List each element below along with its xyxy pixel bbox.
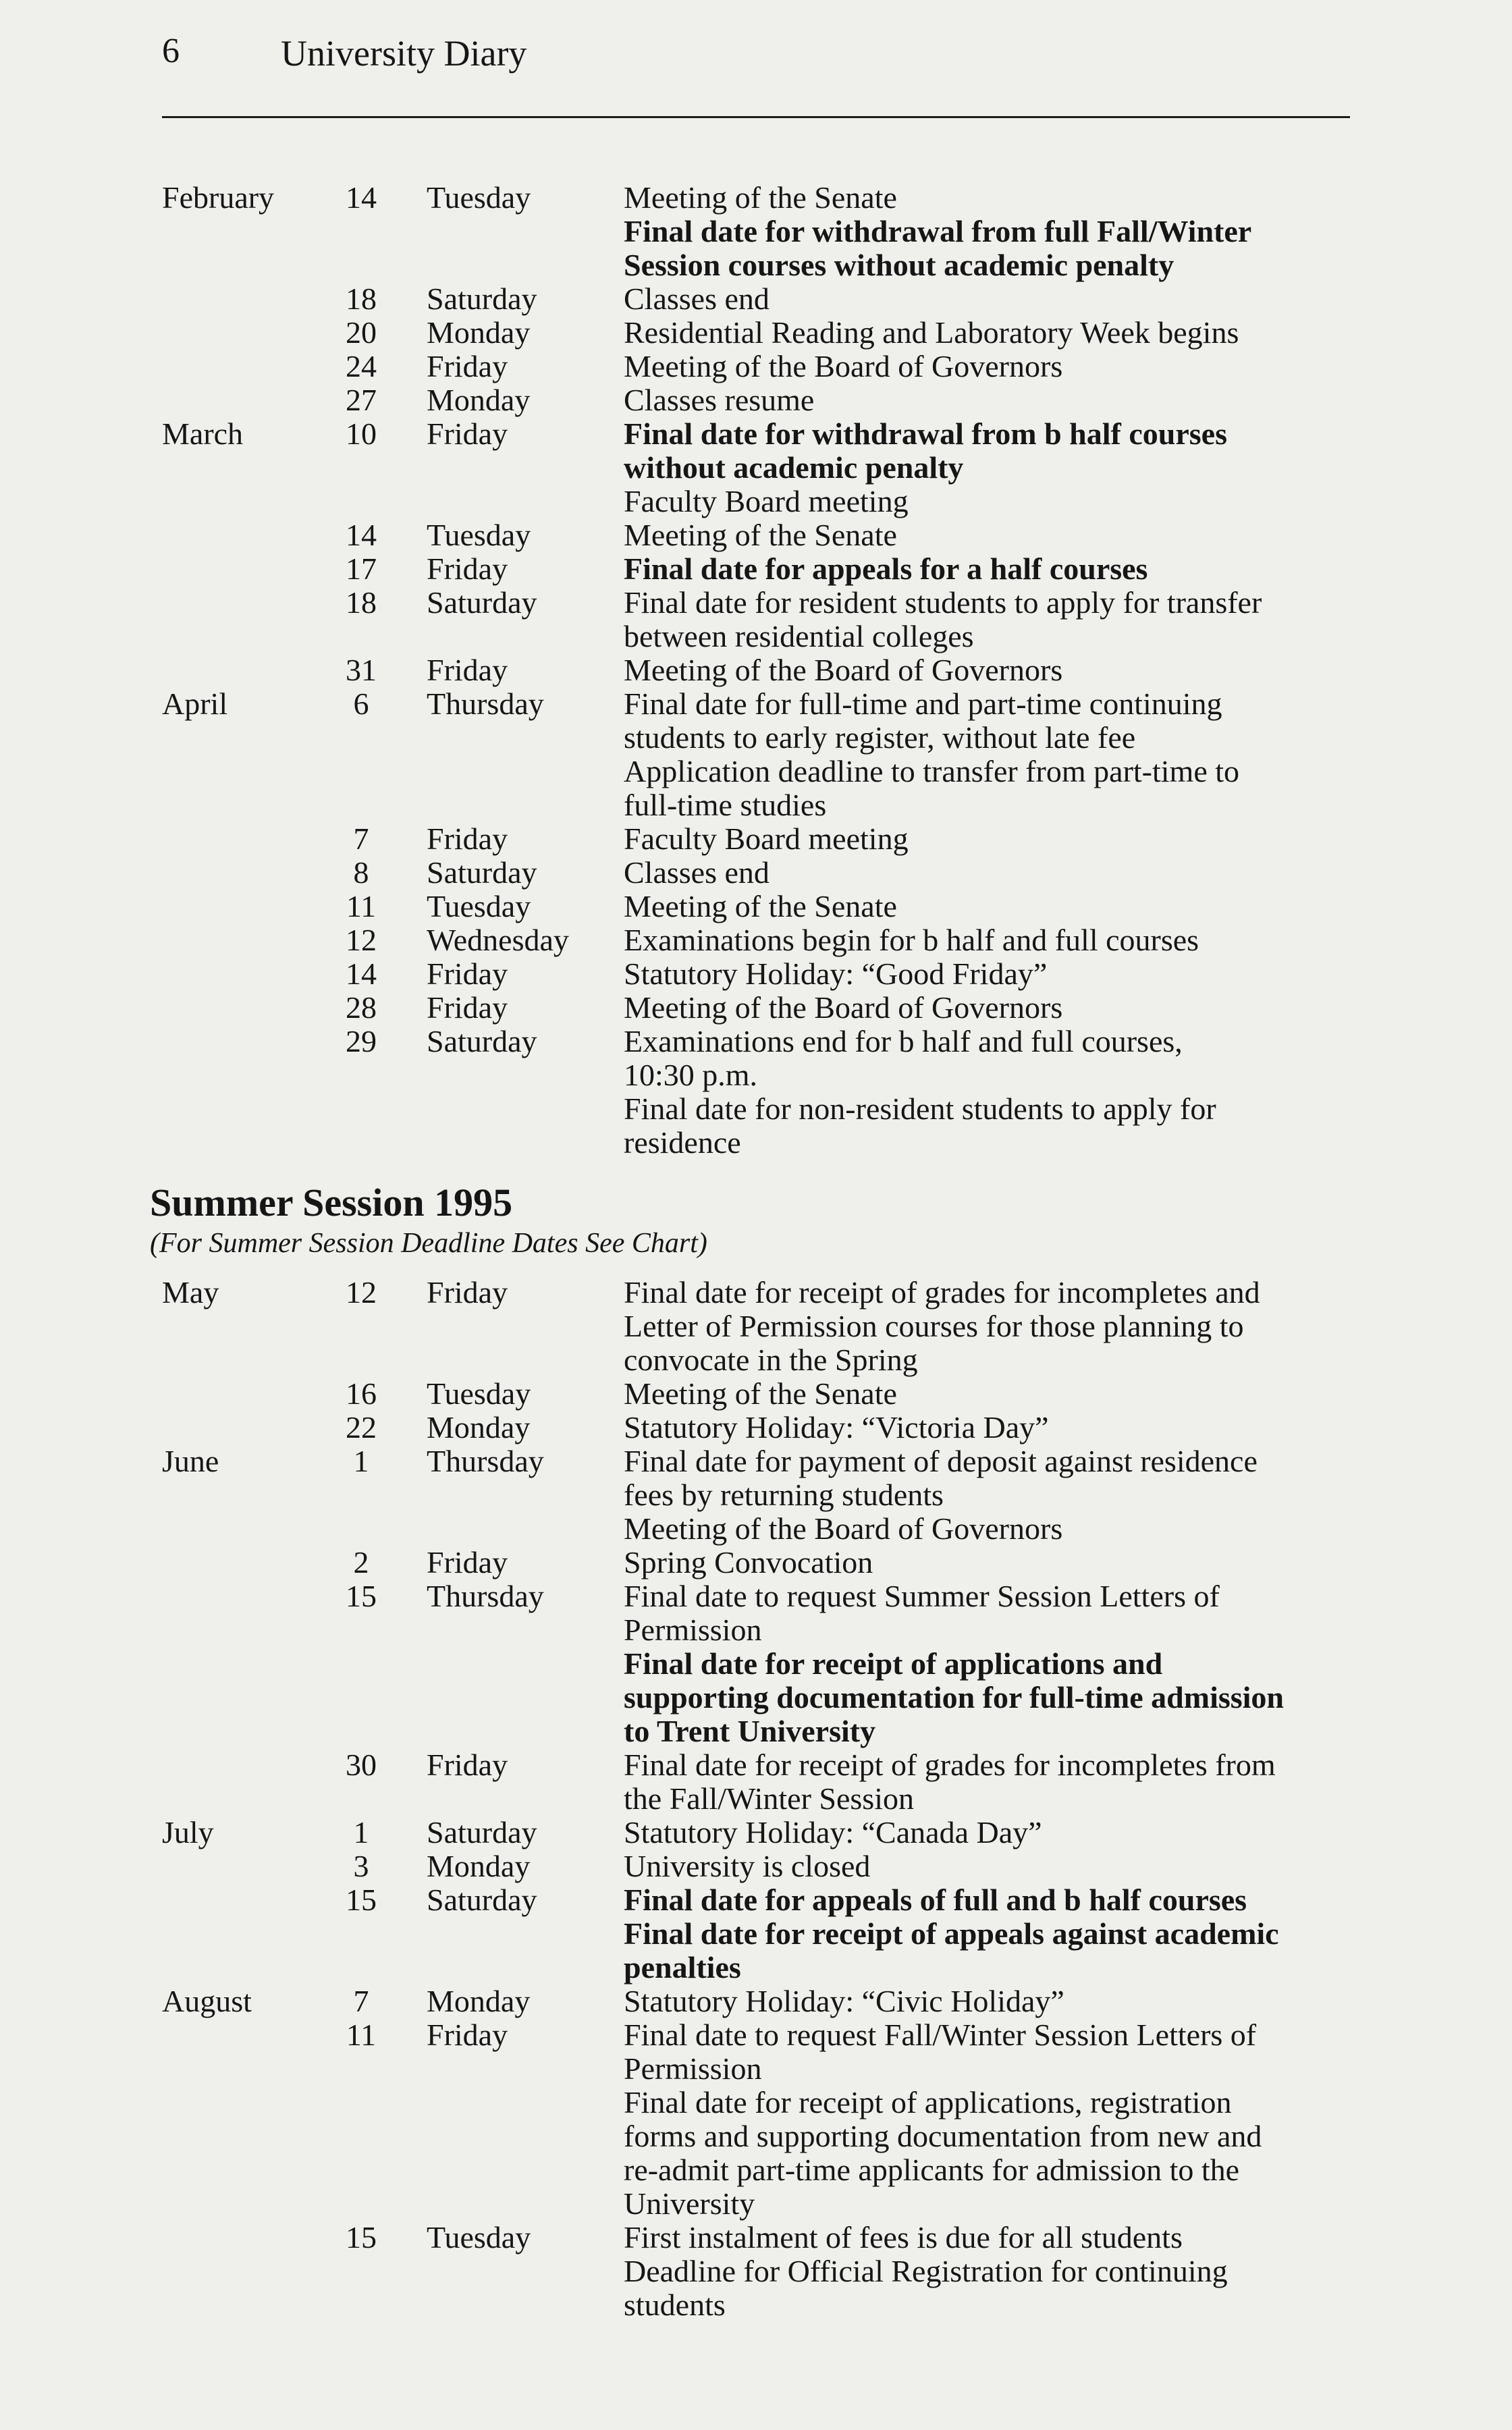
page-header bbox=[162, 28, 1350, 118]
entry-day: 16 bbox=[346, 1376, 377, 1411]
entry-day: 3 bbox=[353, 1849, 369, 1883]
entry-day: 15 bbox=[346, 1883, 377, 1917]
entry-weekday: Friday bbox=[427, 2018, 508, 2052]
entry-weekday: Friday bbox=[427, 821, 508, 856]
entry-month: July bbox=[162, 1815, 214, 1850]
entry-text-line: Session courses without academic penalty bbox=[624, 248, 1174, 282]
entry-day: 1 bbox=[353, 1444, 369, 1478]
entry-day: 24 bbox=[346, 349, 377, 383]
entry-weekday: Thursday bbox=[427, 1444, 544, 1478]
entry-day: 18 bbox=[346, 585, 377, 620]
page-number: 6 bbox=[162, 32, 180, 70]
entry-day: 6 bbox=[353, 686, 369, 721]
entry-weekday: Friday bbox=[427, 653, 508, 687]
entry-text-line: fees by returning students bbox=[624, 1478, 944, 1512]
entry-day: 14 bbox=[346, 518, 377, 552]
entry-weekday: Monday bbox=[427, 1410, 531, 1444]
entry-text-line: Final date for payment of deposit against residence bbox=[624, 1444, 1258, 1478]
entry-text-line: Meeting of the Senate bbox=[624, 889, 897, 923]
entry-text-line: residence bbox=[624, 1125, 741, 1160]
entry-weekday: Tuesday bbox=[427, 180, 531, 215]
entry-day: 8 bbox=[353, 855, 369, 890]
entry-text-line: Examinations begin for b half and full courses bbox=[624, 923, 1199, 957]
entry-day: 22 bbox=[346, 1410, 377, 1444]
entry-weekday: Thursday bbox=[427, 1579, 544, 1613]
entry-text-line: Deadline for Official Registration for continuing bbox=[624, 2254, 1228, 2288]
entry-text-line: Final date for appeals of full and b half courses bbox=[624, 1883, 1247, 1917]
entry-text-line: Classes resume bbox=[624, 383, 815, 417]
entry-text-line: Statutory Holiday: “Civic Holiday” bbox=[624, 1984, 1064, 2018]
entry-day: 27 bbox=[346, 383, 377, 417]
entry-text-line: Final date for receipt of appeals against academic bbox=[624, 1916, 1279, 1951]
entry-text-line: Letter of Permission courses for those planning to bbox=[624, 1309, 1244, 1343]
entry-weekday: Saturday bbox=[427, 585, 537, 620]
entry-text-line: Meeting of the Board of Governors bbox=[624, 349, 1063, 383]
entry-text-line: First instalment of fees is due for all students bbox=[624, 2220, 1183, 2254]
entry-text-line: Faculty Board meeting bbox=[624, 821, 909, 856]
summer-session-note: (For Summer Session Deadline Dates See Chart) bbox=[150, 1228, 707, 1259]
entry-weekday: Tuesday bbox=[427, 518, 531, 552]
entry-day: 10 bbox=[346, 416, 377, 451]
entry-weekday: Monday bbox=[427, 383, 531, 417]
entry-month: March bbox=[162, 416, 244, 451]
entry-day: 15 bbox=[346, 2220, 377, 2254]
entry-text-line: Final date for receipt of grades for incompletes from bbox=[624, 1748, 1276, 1782]
entry-text-line: Final date for non-resident students to apply for bbox=[624, 1091, 1216, 1126]
entry-day: 14 bbox=[346, 956, 377, 991]
entry-text-line: Final date for receipt of applications and bbox=[624, 1646, 1163, 1681]
entry-day: 7 bbox=[353, 1984, 369, 2018]
entry-weekday: Friday bbox=[427, 1748, 508, 1782]
entry-day: 18 bbox=[346, 281, 377, 316]
entry-text-line: Final date for withdrawal from full Fall/Winter bbox=[624, 214, 1252, 248]
entry-text-line: students bbox=[624, 2288, 726, 2322]
entry-weekday: Monday bbox=[427, 315, 531, 350]
entry-text-line: Final date for receipt of applications, registration bbox=[624, 2085, 1232, 2120]
entry-text-line: Statutory Holiday: “Good Friday” bbox=[624, 956, 1048, 991]
entry-text-line: Final date for resident students to apply for transfer bbox=[624, 585, 1262, 620]
entry-day: 1 bbox=[353, 1815, 369, 1850]
entry-text-line: re-admit part-time applicants for admission to the bbox=[624, 2153, 1240, 2187]
entry-day: 29 bbox=[346, 1024, 377, 1058]
entry-text-line: Residential Reading and Laboratory Week begins bbox=[624, 315, 1239, 350]
entry-month: April bbox=[162, 686, 228, 721]
entry-text-line: Final date for full-time and part-time continuing bbox=[624, 686, 1222, 721]
entry-text-line: full-time studies bbox=[624, 788, 827, 822]
entry-weekday: Wednesday bbox=[427, 923, 569, 957]
entry-text-line: supporting documentation for full-time admission bbox=[624, 1680, 1285, 1714]
entry-text-line: Application deadline to transfer from part-time to bbox=[624, 754, 1240, 788]
entry-month: February bbox=[162, 180, 275, 215]
entry-text-line: Meeting of the Senate bbox=[624, 180, 897, 215]
entry-text-line: Classes end bbox=[624, 855, 770, 890]
entry-weekday: Friday bbox=[427, 349, 508, 383]
entry-weekday: Tuesday bbox=[427, 889, 531, 923]
entry-day: 12 bbox=[346, 1275, 377, 1310]
entry-text-line: forms and supporting documentation from new and bbox=[624, 2119, 1262, 2153]
entry-weekday: Thursday bbox=[427, 686, 544, 721]
entry-day: 7 bbox=[353, 821, 369, 856]
entry-day: 31 bbox=[346, 653, 377, 687]
entry-text-line: 10:30 p.m. bbox=[624, 1058, 758, 1092]
entry-text-line: without academic penalty bbox=[624, 450, 964, 485]
entry-text-line: Meeting of the Board of Governors bbox=[624, 990, 1063, 1025]
entry-weekday: Monday bbox=[427, 1849, 531, 1883]
entry-day: 12 bbox=[346, 923, 377, 957]
entry-day: 20 bbox=[346, 315, 377, 350]
entry-day: 14 bbox=[346, 180, 377, 215]
entry-text-line: Statutory Holiday: “Canada Day” bbox=[624, 1815, 1042, 1850]
entry-text-line: Meeting of the Board of Governors bbox=[624, 1511, 1063, 1546]
entry-weekday: Friday bbox=[427, 1545, 508, 1580]
entry-day: 17 bbox=[346, 551, 377, 586]
entry-text-line: convocate in the Spring bbox=[624, 1343, 918, 1377]
entry-weekday: Saturday bbox=[427, 1815, 537, 1850]
running-title: University Diary bbox=[281, 33, 527, 74]
entry-weekday: Saturday bbox=[427, 1883, 537, 1917]
entry-weekday: Saturday bbox=[427, 1024, 537, 1058]
entry-day: 15 bbox=[346, 1579, 377, 1613]
summer-session-heading: Summer Session 1995 bbox=[150, 1181, 513, 1224]
entry-day: 11 bbox=[346, 2018, 377, 2052]
entry-text-line: Meeting of the Senate bbox=[624, 1376, 897, 1411]
entry-weekday: Saturday bbox=[427, 281, 537, 316]
entry-text-line: Final date to request Summer Session Letters of bbox=[624, 1579, 1220, 1613]
entry-month: June bbox=[162, 1444, 219, 1478]
entry-weekday: Monday bbox=[427, 1984, 531, 2018]
entry-month: May bbox=[162, 1275, 219, 1310]
entry-text-line: penalties bbox=[624, 1950, 741, 1985]
entry-text-line: Final date for appeals for a half courses bbox=[624, 551, 1148, 586]
entry-text-line: Meeting of the Senate bbox=[624, 518, 897, 552]
entry-month: August bbox=[162, 1984, 252, 2018]
entry-text-line: Final date to request Fall/Winter Session Letters of bbox=[624, 2018, 1257, 2052]
entry-text-line: students to early register, without late fee bbox=[624, 720, 1136, 755]
entry-text-line: Statutory Holiday: “Victoria Day” bbox=[624, 1410, 1049, 1444]
entry-text-line: Examinations end for b half and full courses, bbox=[624, 1024, 1183, 1058]
entry-weekday: Friday bbox=[427, 990, 508, 1025]
entry-day: 28 bbox=[346, 990, 377, 1025]
entry-text-line: University is closed bbox=[624, 1849, 871, 1883]
entry-text-line: between residential colleges bbox=[624, 619, 974, 653]
entry-text-line: Classes end bbox=[624, 281, 770, 316]
entry-text-line: the Fall/Winter Session bbox=[624, 1781, 914, 1816]
entry-text-line: to Trent University bbox=[624, 1714, 876, 1748]
entry-weekday: Friday bbox=[427, 1275, 508, 1310]
entry-text-line: Final date for withdrawal from b half courses bbox=[624, 416, 1227, 451]
entry-text-line: Faculty Board meeting bbox=[624, 484, 909, 518]
entry-weekday: Saturday bbox=[427, 855, 537, 890]
entry-text-line: Spring Convocation bbox=[624, 1545, 873, 1580]
entry-weekday: Friday bbox=[427, 956, 508, 991]
entry-day: 11 bbox=[346, 889, 377, 923]
entry-text-line: University bbox=[624, 2186, 755, 2221]
entry-text-line: Final date for receipt of grades for incompletes and bbox=[624, 1275, 1260, 1310]
entry-day: 30 bbox=[346, 1748, 377, 1782]
entry-weekday: Friday bbox=[427, 551, 508, 586]
entry-weekday: Tuesday bbox=[427, 1376, 531, 1411]
entry-text-line: Meeting of the Board of Governors bbox=[624, 653, 1063, 687]
entry-text-line: Permission bbox=[624, 1613, 762, 1647]
entry-weekday: Friday bbox=[427, 416, 508, 451]
entry-weekday: Tuesday bbox=[427, 2220, 531, 2254]
entry-day: 2 bbox=[353, 1545, 369, 1580]
entry-text-line: Permission bbox=[624, 2051, 762, 2086]
